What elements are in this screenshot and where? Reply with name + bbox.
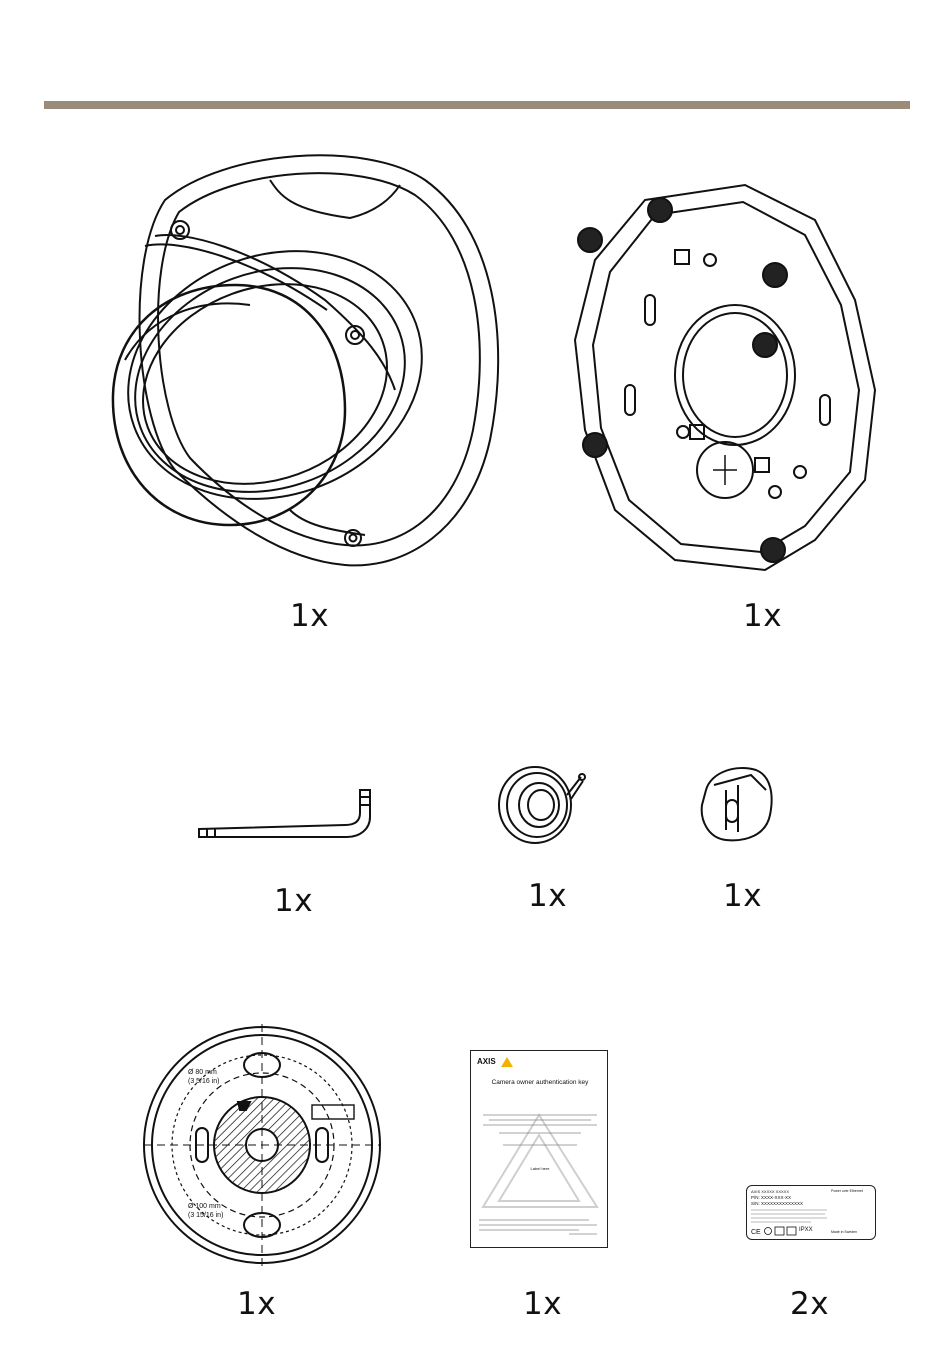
axis-logo: AXIS: [477, 1057, 496, 1066]
bit-illustration: [696, 760, 776, 845]
label-ip-class: IPXX: [799, 1227, 813, 1233]
template-dim-top: [188, 1068, 220, 1086]
quantity-product-label: 2x: [790, 1286, 830, 1322]
certification-marks-icon: [751, 1226, 797, 1236]
label-sn: S/N: XXXXXXXXXXXXXX: [751, 1201, 804, 1206]
auth-doc-footnote: [479, 1216, 601, 1240]
label-pn: P/N: XXXX-XXX-XX: [751, 1195, 792, 1200]
quantity-camera: 1x: [290, 598, 330, 634]
drill-template-illustration: [140, 1020, 385, 1270]
mounting-bracket-illustration: [565, 180, 895, 575]
template-dim-bottom: [188, 1202, 223, 1220]
quantity-auth-key-document: 1x: [523, 1286, 563, 1322]
label-fine-print: [751, 1208, 829, 1224]
quantity-torx-key: 1x: [274, 883, 314, 919]
auth-doc-watermark: [479, 1111, 601, 1211]
product-label: [746, 1185, 876, 1240]
template-dim-bottom-in: (3 15/16 in): [188, 1212, 224, 1219]
label-model: AXIS XXXXX XXXXX: [751, 1189, 790, 1194]
label-origin: Made in Sweden: [831, 1230, 858, 1234]
torx-key-illustration: [195, 785, 380, 845]
quantity-cable-gasket: 1x: [528, 878, 568, 914]
auth-key-document: [470, 1050, 608, 1248]
auth-doc-title: Camera owner authentication key: [491, 1079, 589, 1086]
cable-gasket-illustration: [495, 755, 590, 845]
label-power: Power over Ethernet: [831, 1189, 863, 1193]
quantity-drill-template: 1x: [237, 1286, 277, 1322]
template-dim-top-in: (3 5/16 in): [188, 1078, 220, 1085]
dome-camera-illustration: [105, 140, 505, 580]
axis-logo-triangle-icon: [501, 1057, 513, 1067]
svg-text:CE: CE: [751, 1229, 761, 1236]
quantity-mounting-bracket: 1x: [743, 598, 783, 634]
template-dim-bottom-mm: Ø 100 mm: [188, 1203, 221, 1210]
auth-doc-label-field: Label here: [530, 1166, 550, 1171]
top-divider: [44, 101, 910, 109]
template-dim-top-mm: Ø 80 mm: [188, 1069, 217, 1076]
quantity-bit: 1x: [723, 878, 763, 914]
